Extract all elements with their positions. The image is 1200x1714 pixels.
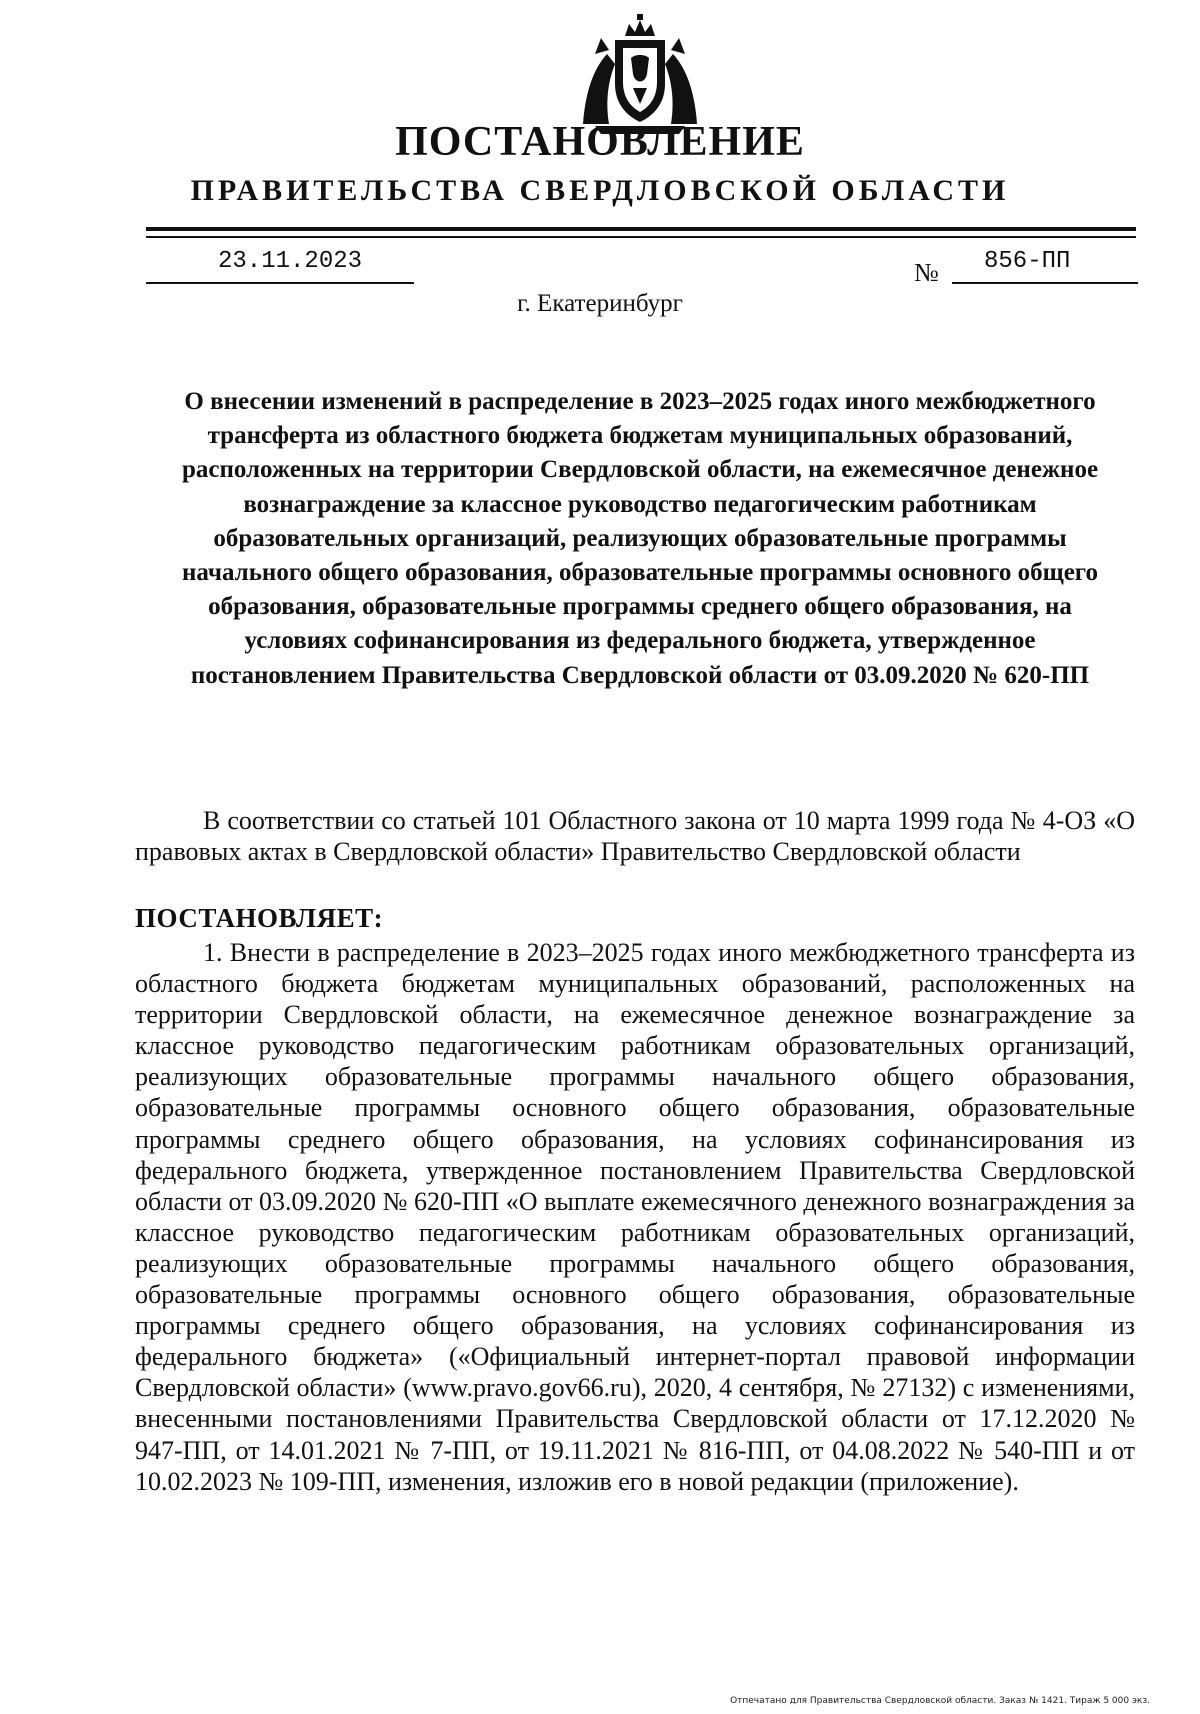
header-divider-thin [146, 236, 1136, 238]
intro-paragraph: В соответствии со статьей 101 Областного закона от 10 марта 1999 года № 4-ОЗ «О правовых актах в Свердловской области» Правительство Свердловской области [135, 806, 1135, 867]
header-divider-thick [146, 227, 1136, 231]
number-underline [952, 282, 1138, 284]
document-city: г. Екатеринбург [517, 290, 683, 317]
document-type-title: ПОСТАНОВЛЕНИЕ [395, 119, 805, 165]
date-underline [146, 282, 414, 284]
print-note: Отпечатано для Правительства Свердловской области. Заказ № 1421. Тираж 5 000 экз. [730, 1696, 1150, 1706]
issuer-subtitle: ПРАВИТЕЛЬСТВА СВЕРДЛОВСКОЙ ОБЛАСТИ [190, 174, 1010, 207]
paragraph-1: 1. Внести в распределение в 2023–2025 годах иного межбюджетного трансферта из областного бюджета бюджетам муниципальных образований, расположенных на территории Свердловской области, на ежемесячное денежное вознаграждение за классное руководство педагогическим работникам образовательных организаций, реализующих образовательные программы начального общего образования, образовательные программы основного общего образования, образовательные программы среднего общего образования, на условиях софинансирования из федерального бюджета, утвержденное постановлением Правительства Свердловской области от 03.09.2020 № 620-ПП «О выплате ежемесячного денежного вознаграждения за классное руководство педагогическим работникам образовательных организаций, реализующих образовательные программы начального общего образования, образовательные программы основного общего образования, образовательные программы среднего общего образования, на условиях софинансирования из федерального бюджета» («Официальный интернет-портал правовой информации Свердловской области» (www.pravo.gov66.ru), 2020, 4 сентября, № 27132) с изменениями, внесенными постановлениями Правительства Свердловской области от 17.12.2020 № 947-ПП, от 14.01.2021 № 7-ПП, от 19.11.2021 № 816-ПП, от 04.08.2022 № 540-ПП и от 10.02.2023 № 109-ПП, изменения, изложив его в новой редакции (приложение). [135, 938, 1135, 1496]
document-heading: О внесении изменений в распределение в 2023–2025 годах иного межбюджетного трансферта из областного бюджета бюджетам муниципальных образований, расположенных на территории Свердловской области, на ежемесячное денежное вознаграждение за классное руководство педагогическим работникам образовательных организаций, реализующих образовательные программы начального общего образования, образовательные программы основного общего образования, образовательные программы среднего общего образования, на условиях софинансирования из федерального бюджета, утвержденное постановлением Правительства Свердловской области от 03.09.2020 № 620-ПП [181, 388, 1099, 689]
decree-word: ПОСТАНОВЛЯЕТ: [135, 903, 384, 933]
document-date: 23.11.2023 [218, 248, 363, 275]
coat-of-arms-icon [575, 14, 705, 134]
document-number: 856-ПП [984, 248, 1071, 275]
number-sign: № [914, 258, 939, 287]
